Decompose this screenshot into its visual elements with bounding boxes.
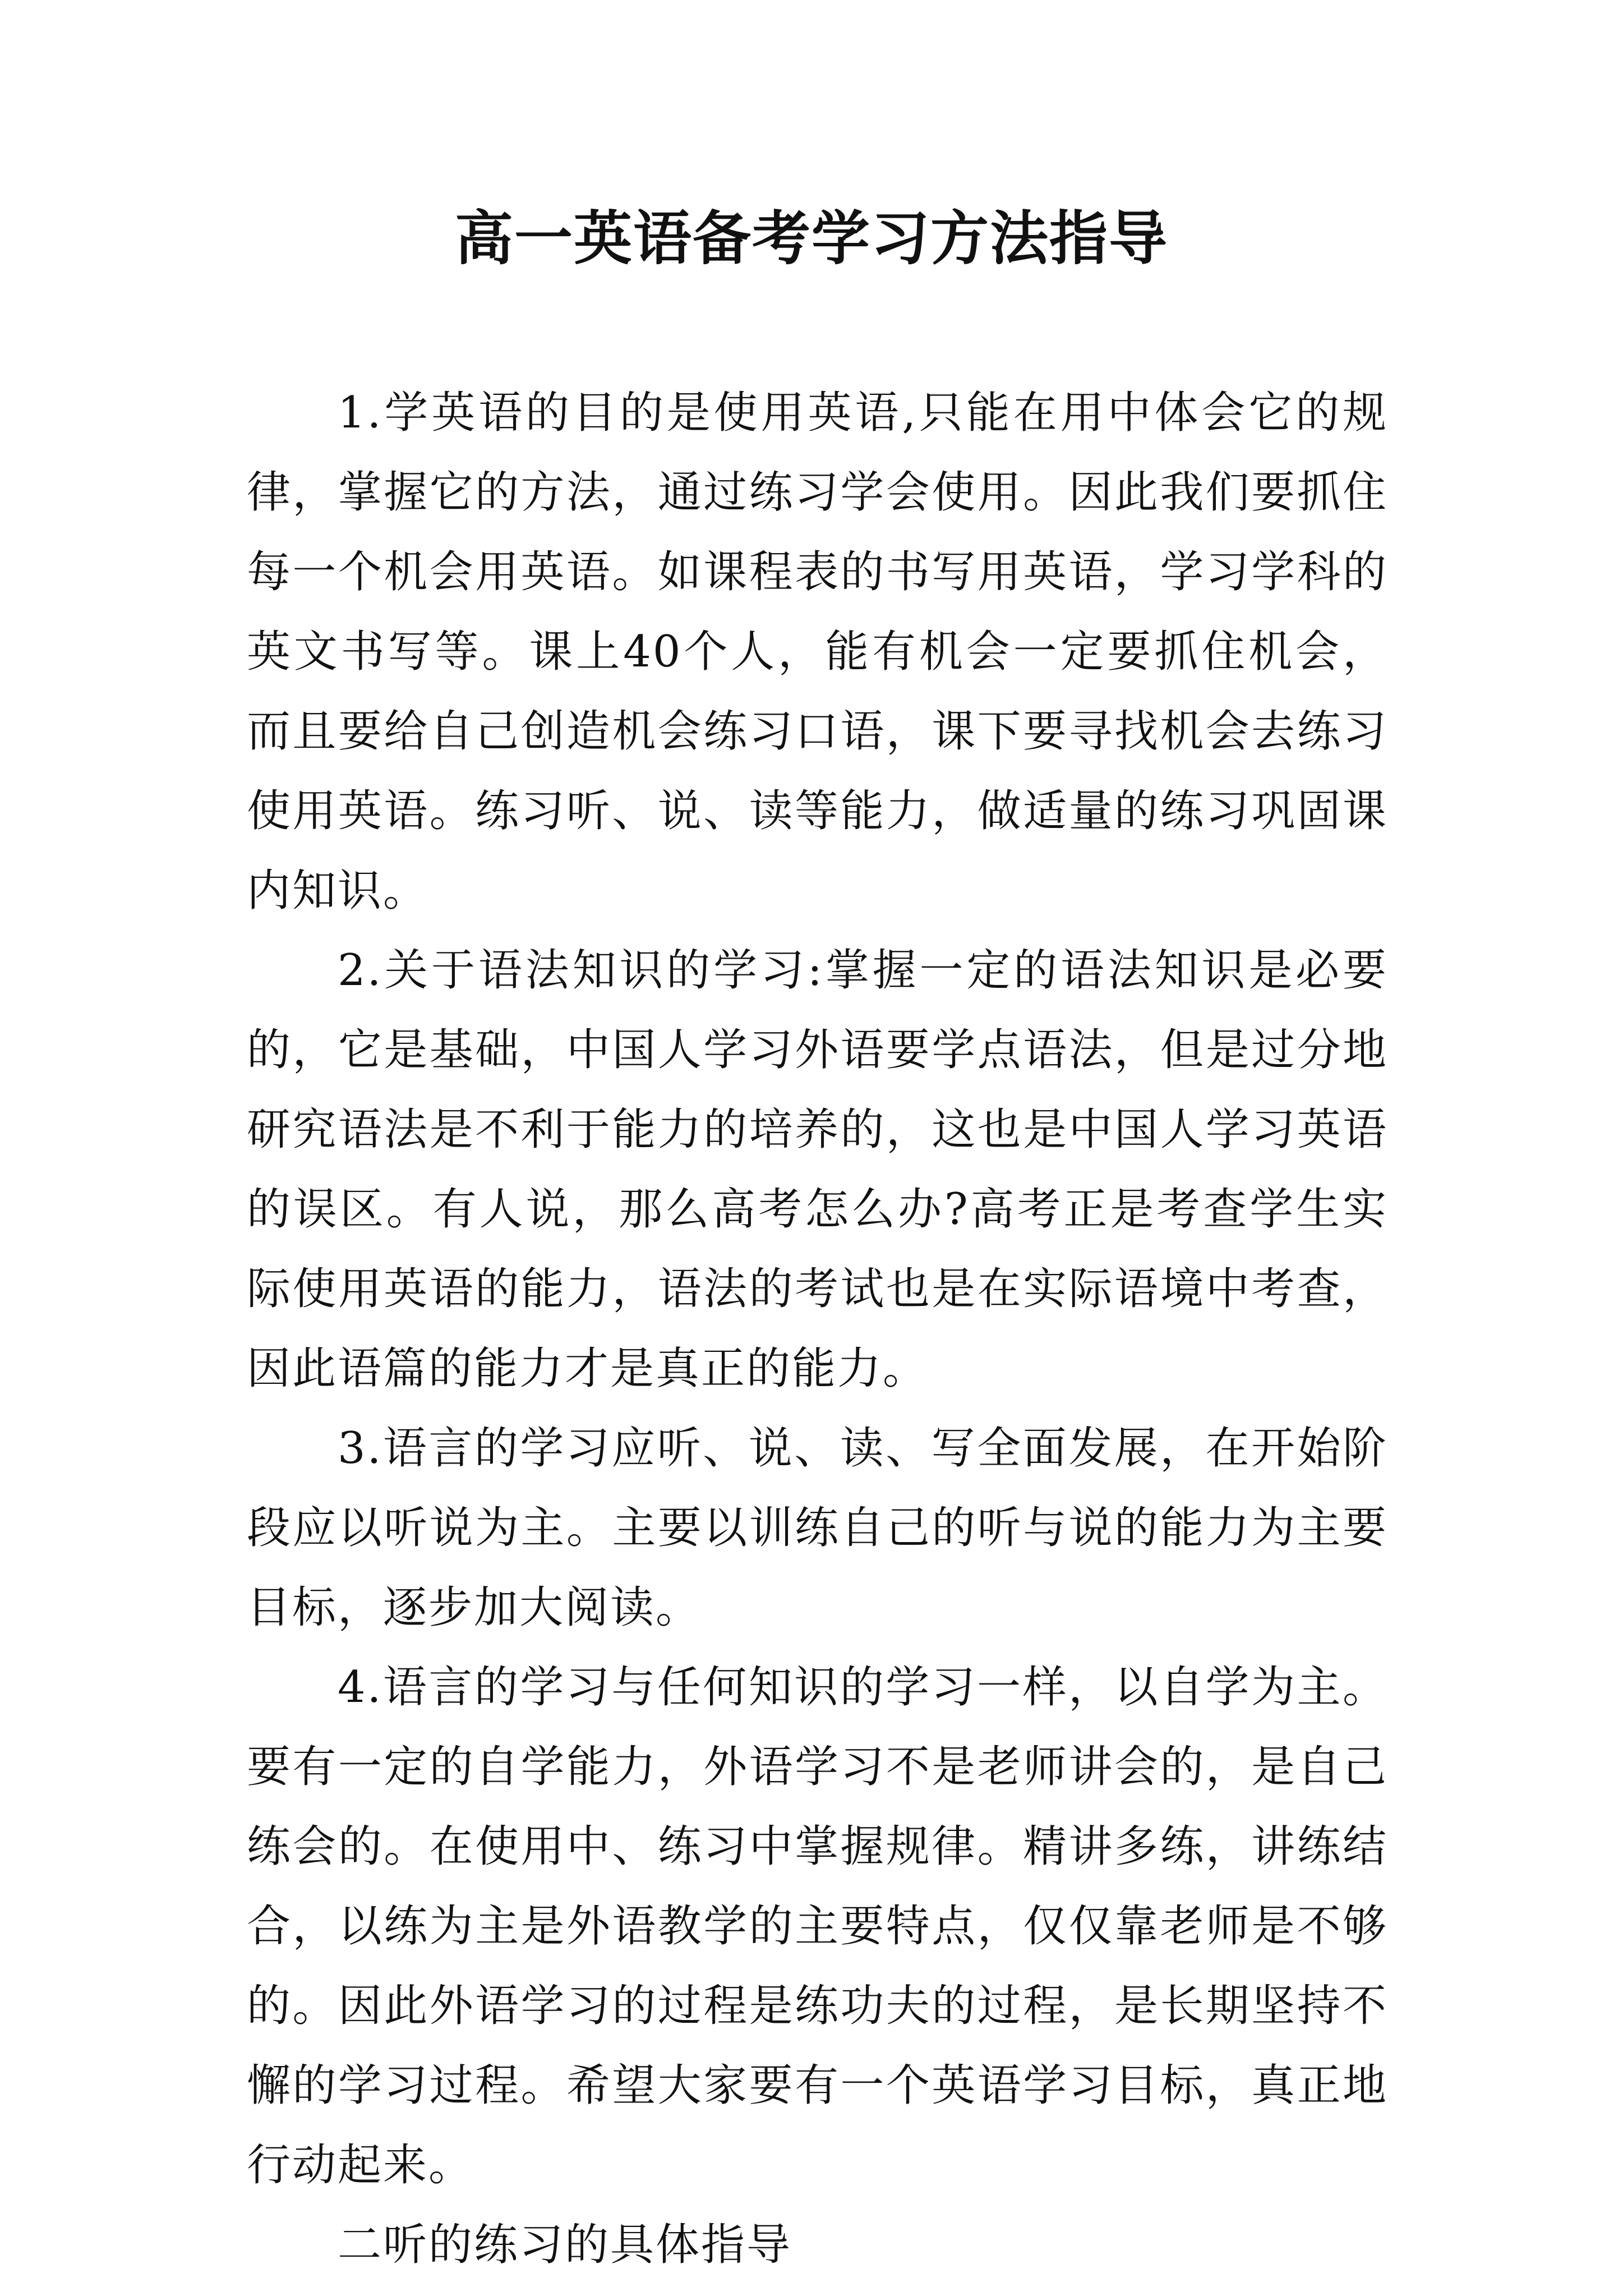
paragraph-4: 4.语言的学习与任何知识的学习一样，以自学为主。要有一定的自学能力，外语学习不是老师讲会的，是自己练会的。在使用中、练习中掌握规律。精讲多练，讲练结合，以练为主是外语教学的主要特点，仅仅靠老师是不够的。因此外语学习的过程是练功夫的过程，是长期坚持不懈的学习过程。希望大家要有一个英语学习目标，真正地行动起来。: [247, 1662, 1388, 2191]
paragraph-3: 3.语言的学习应听、说、读、写全面发展，在开始阶段应以听说为主。主要以训练自己的听与说的能力为主要目标，逐步加大阅读。: [247, 1423, 1388, 1633]
document-title: 高一英语备考学习方法指导: [454, 204, 1168, 273]
paragraph-2: 2.关于语法知识的学习:掌握一定的语法知识是必要的，它是基础，中国人学习外语要学点语法，但是过分地研究语法是不利于能力的培养的，这也是中国人学习英语的误区。有人说，那么高考怎么办?高考正是考查学生实际使用英语的能力，语法的考试也是在实际语境中考查，因此语篇的能力才是真正的能力。: [247, 945, 1388, 1394]
section-heading: 二听的练习的具体指导: [338, 2220, 792, 2270]
paragraph-1: 1.学英语的目的是使用英语,只能在用中体会它的规律，掌握它的方法，通过练习学会使用。因此我们要抓住每一个机会用英语。如课程表的书写用英语，学习学科的英文书写等。课上40个人，能有机会一定要抓住机会，而且要给自己创造机会练习口语，课下要寻找机会去练习使用英语。练习听、说、读等能力，做适量的练习巩固课内知识。: [247, 388, 1388, 916]
document-body: [247, 373, 1388, 2285]
